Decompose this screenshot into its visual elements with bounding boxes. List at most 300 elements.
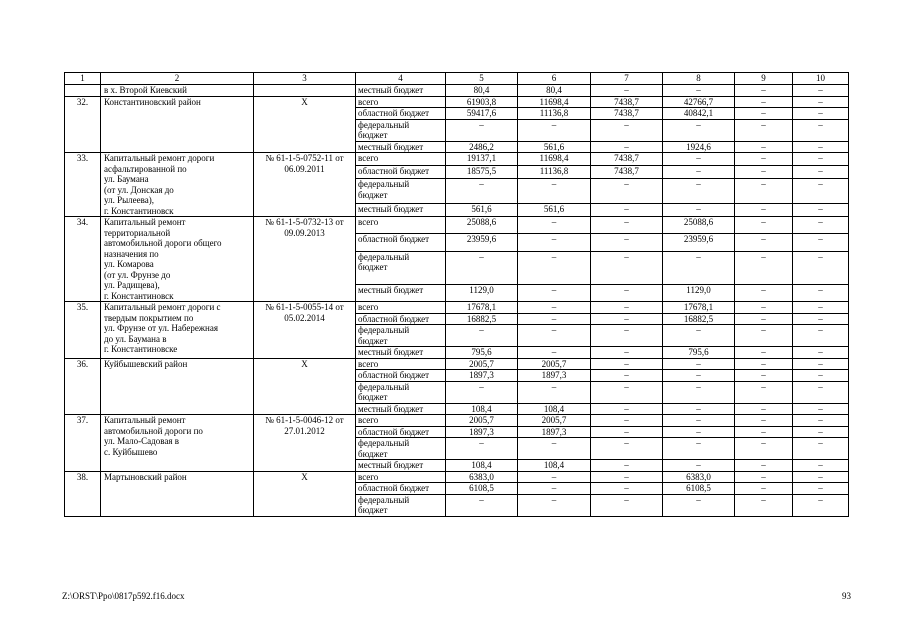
funding-source-cell xyxy=(356,325,446,347)
value-cell: – xyxy=(735,471,793,483)
cell-line: (от ул. Донская до xyxy=(104,184,174,195)
cell-line: 09.09.2013 xyxy=(284,227,325,238)
value-cell: – xyxy=(518,483,591,495)
value-cell: – xyxy=(591,85,663,97)
value-cell: – xyxy=(735,302,793,314)
value-cell: – xyxy=(518,471,591,483)
funding-source-cell xyxy=(356,403,446,415)
cell-line: федеральный xyxy=(358,179,410,190)
value-cell: – xyxy=(793,347,849,359)
cell-line: бюджет xyxy=(358,448,388,459)
value-cell: – xyxy=(735,153,793,166)
cell-line: ул. Баумана xyxy=(104,174,149,184)
value-cell: – xyxy=(663,203,735,216)
cell-line: бюджет xyxy=(358,335,388,346)
cell-line: X xyxy=(301,358,308,369)
cell-line: всего xyxy=(358,217,379,227)
value-cell: – xyxy=(793,426,849,438)
value-cell: – xyxy=(793,179,849,204)
footer-file-path: Z:\ORST\Ppo\0817p592.f16.docx xyxy=(62,591,185,601)
value-cell: 23959,6 xyxy=(663,234,735,251)
value-cell: – xyxy=(735,313,793,325)
value-cell: – xyxy=(591,284,663,301)
cell-line: всего xyxy=(358,153,379,163)
value-cell: 1897,3 xyxy=(446,370,518,382)
value-cell: 795,6 xyxy=(663,347,735,359)
item-number-cell: 32. xyxy=(65,96,101,153)
value-cell: – xyxy=(793,251,849,284)
cell-line: автомобильной дороги общего xyxy=(104,238,222,248)
value-cell: – xyxy=(446,179,518,204)
cell-line: Мартыновский район xyxy=(104,471,187,482)
value-cell: – xyxy=(793,141,849,153)
column-number: 3 xyxy=(254,73,356,85)
value-cell: – xyxy=(735,483,793,495)
cell-line: областной бюджет xyxy=(358,108,430,118)
funding-source-cell xyxy=(356,96,446,108)
value-cell: – xyxy=(518,179,591,204)
cell-line: г. Константиновск xyxy=(104,290,174,301)
value-cell: – xyxy=(793,166,849,179)
cell-line: ул. Комарова xyxy=(104,259,154,269)
value-cell: 11698,4 xyxy=(518,153,591,166)
value-cell: 108,4 xyxy=(446,403,518,415)
item-number-cell: 35. xyxy=(65,302,101,359)
value-cell: – xyxy=(735,381,793,403)
value-cell: – xyxy=(446,438,518,460)
cell-line: X xyxy=(301,471,308,482)
value-cell: – xyxy=(663,460,735,472)
table-row xyxy=(65,85,849,97)
funding-source-cell xyxy=(356,166,446,179)
value-cell: 80,4 xyxy=(518,85,591,97)
value-cell: – xyxy=(591,438,663,460)
document-cell xyxy=(254,96,356,153)
value-cell: – xyxy=(793,153,849,166)
value-cell: – xyxy=(793,381,849,403)
table-row xyxy=(65,217,849,234)
funding-source-cell xyxy=(356,217,446,234)
value-cell: 7438,7 xyxy=(591,153,663,166)
value-cell: – xyxy=(446,325,518,347)
value-cell: – xyxy=(793,471,849,483)
cell-line: № 61-1-5-0732-13 от xyxy=(265,217,344,227)
value-cell: 40842,1 xyxy=(663,108,735,120)
value-cell: 80,4 xyxy=(446,85,518,97)
value-cell: 2005,7 xyxy=(446,358,518,370)
cell-line: областной бюджет xyxy=(358,313,430,324)
item-name-cell xyxy=(101,96,254,153)
cell-line: Куйбышевский район xyxy=(104,358,188,369)
item-number-cell: 37. xyxy=(65,415,101,472)
value-cell: 11698,4 xyxy=(518,96,591,108)
value-cell: 11136,8 xyxy=(518,166,591,179)
cell-line: X xyxy=(301,96,308,107)
cell-line: территориальной xyxy=(104,227,171,238)
value-cell: – xyxy=(793,370,849,382)
document-cell xyxy=(254,358,356,415)
value-cell: – xyxy=(735,234,793,251)
table-row xyxy=(65,153,849,166)
value-cell: – xyxy=(663,426,735,438)
value-cell: 16882,5 xyxy=(446,313,518,325)
value-cell: – xyxy=(735,108,793,120)
cell-line: Капитальный ремонт xyxy=(104,415,186,425)
cell-line: г. Константиновске xyxy=(104,344,178,354)
value-cell: – xyxy=(591,426,663,438)
cell-line: местный бюджет xyxy=(358,284,424,295)
column-number: 7 xyxy=(591,73,663,85)
value-cell: – xyxy=(663,494,735,516)
value-cell: 1897,3 xyxy=(518,370,591,382)
cell-line: 27.01.2012 xyxy=(284,425,325,436)
cell-line: местный бюджет xyxy=(358,347,424,357)
funding-source-cell xyxy=(356,370,446,382)
value-cell: 1897,3 xyxy=(446,426,518,438)
value-cell: – xyxy=(793,415,849,427)
funding-source-cell xyxy=(356,415,446,427)
value-cell: – xyxy=(663,153,735,166)
value-cell: – xyxy=(793,217,849,234)
document-cell xyxy=(254,85,356,97)
value-cell: – xyxy=(663,381,735,403)
value-cell: – xyxy=(735,347,793,359)
value-cell: – xyxy=(793,325,849,347)
value-cell: 1129,0 xyxy=(446,284,518,301)
cell-line: 05.02.2014 xyxy=(284,312,325,323)
value-cell: 25088,6 xyxy=(663,217,735,234)
cell-line: автомобильной дороги по xyxy=(104,425,203,436)
value-cell: 795,6 xyxy=(446,347,518,359)
value-cell: – xyxy=(518,313,591,325)
cell-line: бюджет xyxy=(358,189,388,200)
column-number: 9 xyxy=(735,73,793,85)
value-cell: – xyxy=(591,302,663,314)
value-cell: – xyxy=(591,325,663,347)
cell-line: местный бюджет xyxy=(358,460,424,470)
value-cell: – xyxy=(663,85,735,97)
cell-line: областной бюджет xyxy=(358,234,430,245)
value-cell: 11136,8 xyxy=(518,108,591,120)
funding-source-cell xyxy=(356,347,446,359)
column-number: 1 xyxy=(65,73,101,85)
value-cell: – xyxy=(793,358,849,370)
value-cell: 1129,0 xyxy=(663,284,735,301)
cell-line: всего xyxy=(358,96,379,107)
cell-line: местный бюджет xyxy=(358,85,424,95)
value-cell: – xyxy=(663,179,735,204)
funding-source-cell xyxy=(356,381,446,403)
funding-source-cell xyxy=(356,302,446,314)
table-body xyxy=(65,85,849,517)
cell-line: ул. Рылеева), xyxy=(104,195,155,205)
table-row xyxy=(65,415,849,427)
cell-line: федеральный xyxy=(358,381,410,392)
value-cell: – xyxy=(518,284,591,301)
cell-line: всего xyxy=(358,358,379,369)
value-cell: – xyxy=(793,96,849,108)
value-cell: – xyxy=(591,471,663,483)
value-cell: 7438,7 xyxy=(591,96,663,108)
value-cell: – xyxy=(735,284,793,301)
cell-line: № 61-1-5-0046-12 от xyxy=(265,415,344,425)
funding-source-cell xyxy=(356,203,446,216)
cell-line: Капитальный ремонт xyxy=(104,217,186,227)
value-cell: – xyxy=(663,415,735,427)
cell-line: (от ул. Фрунзе до xyxy=(104,269,171,280)
funding-source-cell xyxy=(356,153,446,166)
value-cell: 561,6 xyxy=(518,141,591,153)
column-number: 4 xyxy=(356,73,446,85)
cell-line: Капитальный ремонт дороги с xyxy=(104,302,221,312)
column-number-row xyxy=(65,73,849,85)
value-cell: – xyxy=(735,358,793,370)
item-number-cell: 38. xyxy=(65,471,101,516)
table-row xyxy=(65,96,849,108)
cell-line: федеральный xyxy=(358,438,410,448)
value-cell: – xyxy=(735,460,793,472)
funding-source-cell xyxy=(356,108,446,120)
value-cell: 7438,7 xyxy=(591,166,663,179)
value-cell: – xyxy=(591,313,663,325)
value-cell: – xyxy=(446,381,518,403)
value-cell: – xyxy=(591,119,663,141)
value-cell: 6108,5 xyxy=(446,483,518,495)
value-cell: – xyxy=(793,438,849,460)
item-name-cell xyxy=(101,302,254,359)
value-cell: – xyxy=(518,217,591,234)
column-number: 10 xyxy=(793,73,849,85)
cell-line: с. Куйбышево xyxy=(104,446,158,457)
value-cell: – xyxy=(793,460,849,472)
funding-source-cell xyxy=(356,313,446,325)
value-cell: – xyxy=(735,438,793,460)
value-cell: – xyxy=(591,460,663,472)
funding-source-cell xyxy=(356,85,446,97)
cell-line: ул. Мало-Садовая в xyxy=(104,436,180,446)
value-cell: – xyxy=(793,234,849,251)
value-cell: – xyxy=(735,166,793,179)
funding-source-cell xyxy=(356,471,446,483)
value-cell: – xyxy=(518,302,591,314)
value-cell: – xyxy=(446,494,518,516)
value-cell: 61903,8 xyxy=(446,96,518,108)
item-name-cell xyxy=(101,153,254,217)
cell-line: всего xyxy=(358,471,379,482)
value-cell: 7438,7 xyxy=(591,108,663,120)
value-cell: – xyxy=(518,494,591,516)
funding-source-cell xyxy=(356,483,446,495)
value-cell: – xyxy=(793,203,849,216)
item-number-cell: 34. xyxy=(65,217,101,302)
cell-line: федеральный xyxy=(358,119,410,130)
value-cell: – xyxy=(735,119,793,141)
funding-source-cell xyxy=(356,358,446,370)
cell-line: местный бюджет xyxy=(358,141,424,152)
value-cell: – xyxy=(591,347,663,359)
table-row xyxy=(65,471,849,483)
cell-line: в х. Второй Киевский xyxy=(104,85,187,95)
cell-line: назначения по xyxy=(104,248,159,259)
funding-source-cell xyxy=(356,494,446,516)
value-cell: – xyxy=(518,381,591,403)
value-cell: 561,6 xyxy=(518,203,591,216)
funding-source-cell xyxy=(356,438,446,460)
value-cell: – xyxy=(663,370,735,382)
funding-source-cell xyxy=(356,179,446,204)
value-cell: 6108,5 xyxy=(663,483,735,495)
value-cell: – xyxy=(518,251,591,284)
funding-source-cell xyxy=(356,234,446,251)
value-cell: – xyxy=(735,141,793,153)
funding-source-cell xyxy=(356,284,446,301)
item-name-cell xyxy=(101,358,254,415)
value-cell: 19137,1 xyxy=(446,153,518,166)
value-cell: – xyxy=(735,325,793,347)
cell-line: областной бюджет xyxy=(358,166,430,177)
cell-line: всего xyxy=(358,302,379,312)
cell-line: бюджет xyxy=(358,505,388,515)
cell-line: бюджет xyxy=(358,392,388,402)
value-cell: – xyxy=(735,217,793,234)
value-cell: – xyxy=(591,403,663,415)
cell-line: федеральный xyxy=(358,494,410,505)
value-cell: – xyxy=(518,347,591,359)
value-cell: – xyxy=(591,415,663,427)
document-cell xyxy=(254,153,356,217)
document-cell xyxy=(254,415,356,472)
value-cell: – xyxy=(735,85,793,97)
value-cell: – xyxy=(518,438,591,460)
value-cell: 561,6 xyxy=(446,203,518,216)
value-cell: 42766,7 xyxy=(663,96,735,108)
column-number: 5 xyxy=(446,73,518,85)
value-cell: 17678,1 xyxy=(446,302,518,314)
cell-line: № 61-1-5-0752-11 от xyxy=(265,153,344,163)
table-row xyxy=(65,302,849,314)
value-cell: – xyxy=(591,141,663,153)
value-cell: – xyxy=(793,119,849,141)
value-cell: – xyxy=(446,251,518,284)
item-name-cell xyxy=(101,217,254,302)
value-cell: – xyxy=(735,426,793,438)
value-cell: 2486,2 xyxy=(446,141,518,153)
value-cell: 108,4 xyxy=(446,460,518,472)
value-cell: – xyxy=(591,234,663,251)
value-cell: 108,4 xyxy=(518,460,591,472)
value-cell: – xyxy=(591,203,663,216)
funding-source-cell xyxy=(356,460,446,472)
value-cell: – xyxy=(591,179,663,204)
cell-line: 06.09.2011 xyxy=(284,163,325,174)
value-cell: – xyxy=(518,119,591,141)
value-cell: 16882,5 xyxy=(663,313,735,325)
budget-table xyxy=(64,72,849,517)
cell-line: областной бюджет xyxy=(358,370,430,380)
value-cell: 108,4 xyxy=(518,403,591,415)
value-cell: – xyxy=(735,403,793,415)
value-cell: – xyxy=(793,85,849,97)
value-cell: – xyxy=(663,358,735,370)
cell-line: федеральный xyxy=(358,251,410,262)
table-row xyxy=(65,358,849,370)
value-cell: – xyxy=(793,403,849,415)
cell-line: местный бюджет xyxy=(358,403,424,414)
value-cell: 2005,7 xyxy=(518,415,591,427)
cell-line: асфальтированной по xyxy=(104,163,187,174)
value-cell: 18575,5 xyxy=(446,166,518,179)
document-cell xyxy=(254,302,356,359)
column-number: 8 xyxy=(663,73,735,85)
cell-line: местный бюджет xyxy=(358,203,424,214)
value-cell: – xyxy=(591,381,663,403)
cell-line: федеральный xyxy=(358,325,410,335)
value-cell: – xyxy=(663,251,735,284)
value-cell: – xyxy=(663,438,735,460)
value-cell: – xyxy=(793,313,849,325)
cell-line: ул. Фрунзе от ул. Набережная xyxy=(104,323,218,333)
cell-line: бюджет xyxy=(358,130,388,140)
cell-line: до ул. Баумана в xyxy=(104,333,167,344)
value-cell: – xyxy=(663,403,735,415)
funding-source-cell xyxy=(356,251,446,284)
cell-line: всего xyxy=(358,415,379,425)
value-cell: – xyxy=(735,251,793,284)
cell-line: твердым покрытием по xyxy=(104,312,194,323)
value-cell: – xyxy=(735,179,793,204)
cell-line: бюджет xyxy=(358,262,388,273)
cell-line: Капитальный ремонт дороги xyxy=(104,153,215,163)
value-cell: – xyxy=(591,251,663,284)
value-cell: – xyxy=(735,370,793,382)
value-cell: – xyxy=(735,96,793,108)
item-number-cell xyxy=(65,85,101,97)
value-cell: – xyxy=(793,494,849,516)
value-cell: 6383,0 xyxy=(663,471,735,483)
value-cell: – xyxy=(518,325,591,347)
value-cell: – xyxy=(663,166,735,179)
value-cell: – xyxy=(793,284,849,301)
value-cell: – xyxy=(591,217,663,234)
value-cell: 2005,7 xyxy=(446,415,518,427)
document-cell xyxy=(254,217,356,302)
value-cell: 6383,0 xyxy=(446,471,518,483)
value-cell: 2005,7 xyxy=(518,358,591,370)
value-cell: 1897,3 xyxy=(518,426,591,438)
value-cell: – xyxy=(793,108,849,120)
value-cell: – xyxy=(518,234,591,251)
page-number: 93 xyxy=(842,591,851,601)
funding-source-cell xyxy=(356,426,446,438)
value-cell: – xyxy=(735,203,793,216)
item-name-cell xyxy=(101,415,254,472)
value-cell: – xyxy=(663,325,735,347)
value-cell: 1924,6 xyxy=(663,141,735,153)
document-cell xyxy=(254,471,356,516)
cell-line: областной бюджет xyxy=(358,483,430,493)
cell-line: г. Константиновск xyxy=(104,205,174,216)
value-cell: – xyxy=(735,415,793,427)
item-name-cell xyxy=(101,85,254,97)
value-cell: 23959,6 xyxy=(446,234,518,251)
value-cell: 59417,6 xyxy=(446,108,518,120)
value-cell: – xyxy=(591,483,663,495)
column-number: 6 xyxy=(518,73,591,85)
value-cell: – xyxy=(446,119,518,141)
value-cell: – xyxy=(793,302,849,314)
value-cell: – xyxy=(591,370,663,382)
value-cell: – xyxy=(793,483,849,495)
